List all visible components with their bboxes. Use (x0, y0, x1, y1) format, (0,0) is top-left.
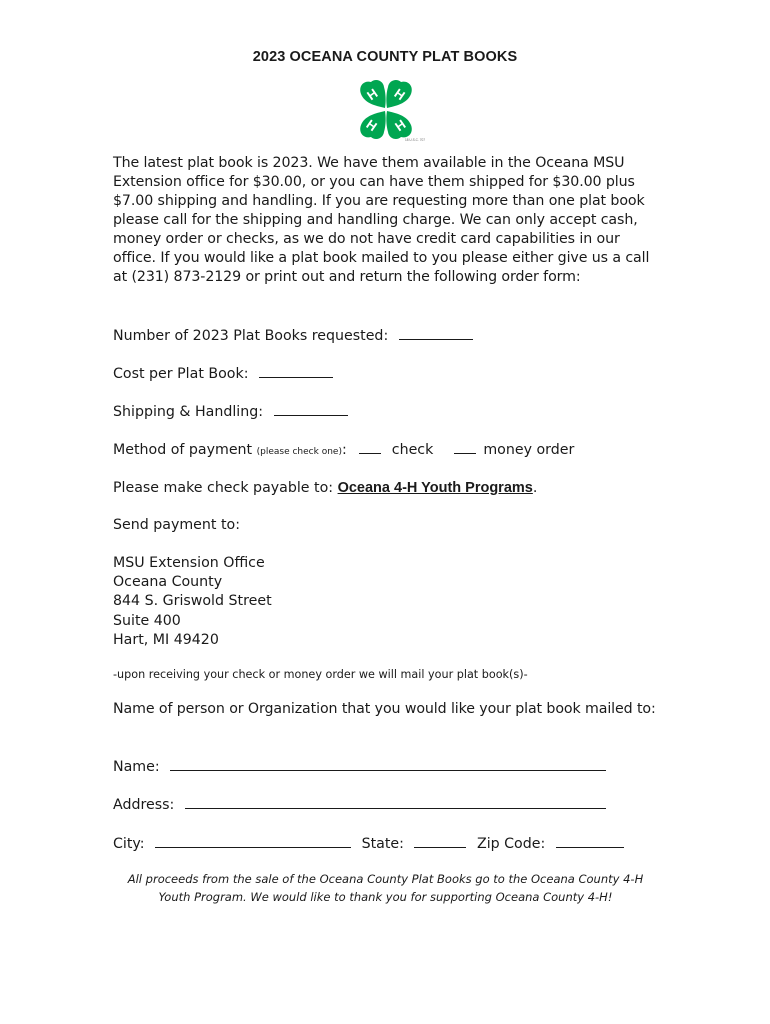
recipient-prompt: Name of person or Organization that you would like your plat book mailed to: (113, 701, 656, 717)
payment-colon: : (341, 442, 347, 458)
name-label: Name: (113, 759, 160, 775)
city-label: City: (113, 836, 145, 852)
clover-leaf-h: H (392, 116, 409, 135)
footer-note: All proceeds from the sale of the Oceana County Plat Books go to the Oceana County 4-H Youth Program. We would like to thank you for supporting Oceana County 4-H! (127, 872, 644, 904)
send-payment-label: Send payment to: (113, 517, 240, 533)
payment-method-row (113, 440, 574, 462)
quantity-label: Number of 2023 Plat Books requested: (113, 328, 389, 344)
clover-leaf-h: H (364, 85, 381, 104)
money-order-option-blank[interactable] (454, 440, 476, 454)
state-label: State: (361, 836, 404, 852)
zip-label: Zip Code: (476, 836, 546, 852)
clover-leaf-h: H (363, 116, 380, 135)
address-line: 844 S. Griswold Street (113, 593, 272, 610)
shipping-field[interactable] (274, 402, 348, 416)
address-line: MSU Extension Office (113, 555, 265, 571)
quantity-field[interactable] (399, 326, 473, 340)
payable-row (113, 479, 537, 498)
cost-label: Cost per Plat Book: (113, 366, 249, 382)
mailing-address (113, 554, 272, 650)
address-field[interactable] (185, 795, 606, 809)
payable-label: Please make check payable to: (113, 480, 334, 496)
address-line: Hart, MI 49420 (113, 631, 219, 648)
payment-label: Method of payment (113, 442, 253, 458)
name-field[interactable] (170, 757, 606, 771)
zip-field[interactable] (556, 834, 624, 848)
name-row (113, 757, 606, 777)
4h-clover-icon (355, 78, 426, 142)
address-line: Suite 400 (113, 612, 181, 629)
payee-name: Oceana 4-H Youth Programs (337, 480, 533, 496)
clover-leaf-h: H (391, 85, 408, 104)
payable-period: . (532, 480, 538, 496)
city-field[interactable] (155, 834, 351, 848)
shipping-label: Shipping & Handling: (113, 404, 263, 420)
page-title: 2023 OCEANA COUNTY PLAT BOOKS (252, 49, 518, 65)
city-state-zip-row (113, 834, 624, 854)
state-field[interactable] (414, 834, 466, 848)
address-row (113, 795, 606, 815)
check-option-blank[interactable] (359, 440, 381, 454)
intro-paragraph: The latest plat book is 2023. We have them available in the Oceana MSU Extension office for $30.00, or you can have them shipped for $30.00 plus $7.00 shipping and handling. If you are requesting more than one plat book please call for the shipping and handling charge. We can only accept cash, money order or checks, as we do not have credit card capabilities in our office. If you would like a plat book mailed to you please either give us a call at (231) 873-2129 or print out and return the following order form: (113, 155, 650, 285)
mail-note: -upon receiving your check or money order we will mail your plat book(s)- (113, 668, 528, 681)
address-label: Address: (113, 797, 175, 813)
check-option-label: check (391, 442, 434, 458)
cost-field[interactable] (259, 364, 333, 378)
money-order-option-label: money order (483, 442, 575, 458)
quantity-row (113, 326, 473, 346)
logo-caption: 18 U.S.C. 707 (405, 138, 426, 142)
shipping-row (113, 402, 348, 422)
address-line: Oceana County (113, 574, 223, 591)
cost-row (113, 364, 333, 384)
payment-hint: (please check one) (256, 447, 342, 457)
